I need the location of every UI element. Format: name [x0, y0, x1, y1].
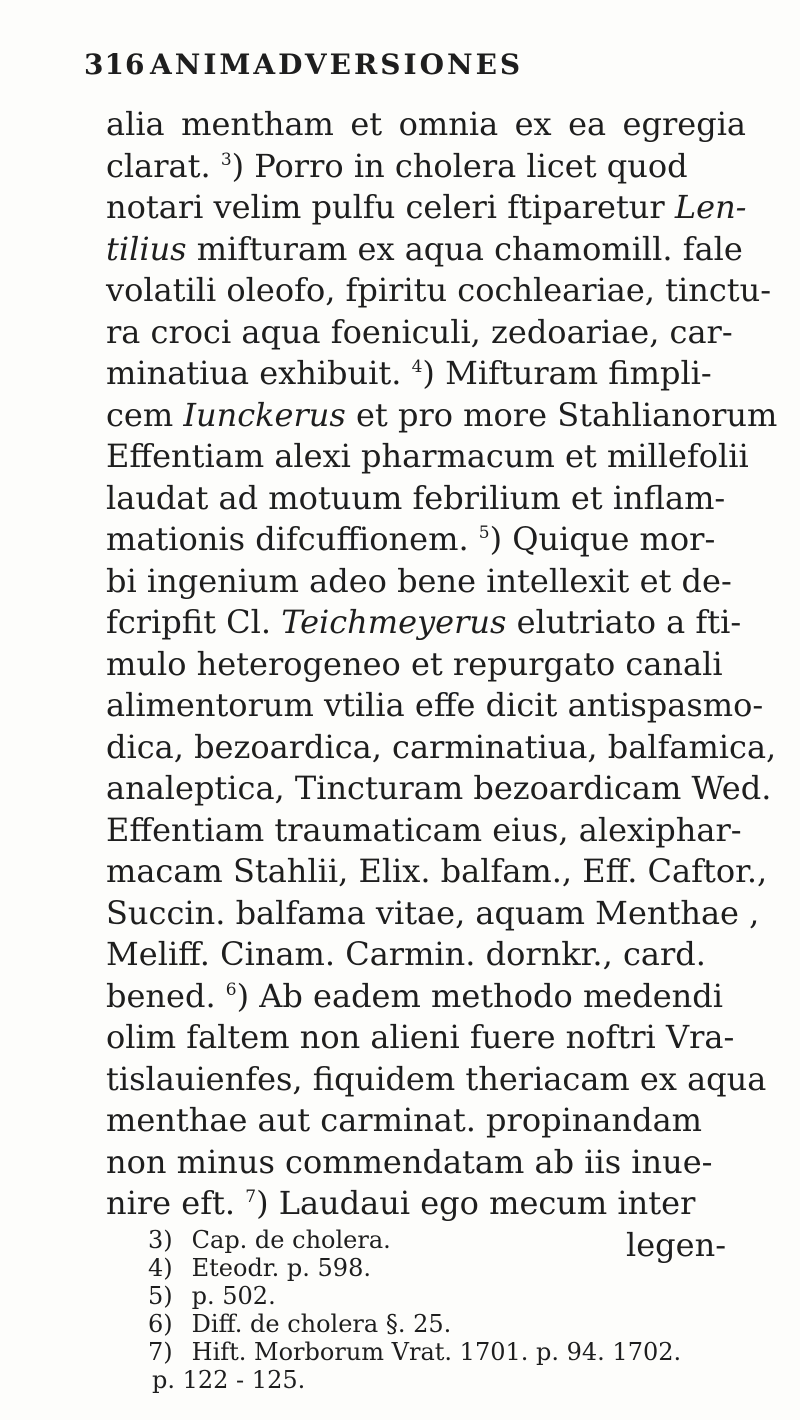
- text-line: alia mentham et omnia ex ea egregia: [106, 105, 746, 143]
- text-line: olim faltem non alieni fuere noftri Vra-: [106, 1018, 735, 1056]
- text-line: tilius mifturam ex aqua chamomill. fale: [106, 229, 743, 268]
- text-line: bi ingenium adeo bene intellexit et de-: [106, 561, 732, 600]
- footnote-ref: 7: [245, 1187, 257, 1207]
- text-line: Meliff. Cinam. Carmin. dornkr., card.: [106, 935, 706, 973]
- text-line: analeptica, Tincturam bezoardicam Wed.: [106, 769, 772, 807]
- text-line: mationis difcuffionem. $^5$) Quique mor-: [106, 520, 716, 558]
- text-line: bened. $^6$) Ab eadem methodo medendi: [106, 976, 723, 1015]
- text-line: minatiua exhibuit. $^4$) Mifturam fimpli-: [106, 354, 712, 392]
- footnote-continuation: p. 122 - 125.: [152, 1366, 306, 1394]
- footnote: 6) Diff. de cholera §. 25.: [148, 1310, 452, 1338]
- text-line: clarat. $^3$) Porro in cholera licet quod: [106, 146, 688, 185]
- text-line: Effentiam traumaticam eius, alexiphar-: [106, 810, 742, 849]
- footnote-ref: 3: [220, 149, 232, 170]
- footnotes: [148, 1226, 748, 1394]
- text-line: menthae aut carminat. propinandam: [106, 1101, 702, 1139]
- footnote-ref: 6: [225, 979, 237, 1000]
- footnote: 3) Cap. de cholera.: [148, 1226, 391, 1254]
- text-line: laudat ad motuum febrilium et inflam-: [106, 478, 726, 517]
- catchword: legen-: [625, 1225, 726, 1264]
- footnote: 4) Eteodr. p. 598.: [148, 1254, 371, 1282]
- page-header: [84, 48, 684, 81]
- text-line: non minus commendatam ab iis inue-: [106, 1142, 713, 1181]
- text-line: cem Iunckerus et pro more Stahlianorum: [106, 395, 778, 434]
- text-line: notari velim pulfu celeri ftiparetur Len-: [106, 188, 747, 226]
- text-line: mulo heterogeneo et repurgato canali: [106, 644, 723, 683]
- main-text: [106, 104, 778, 1266]
- footnote: 5) p. 502.: [148, 1282, 276, 1310]
- text-line: dica, bezoardica, carminatiua, balfamica,: [106, 727, 777, 766]
- text-line: fcripfit Cl. Teichmeyerus elutriato a fti-: [106, 603, 742, 641]
- text-line: tislauienfes, fiquidem theriacam ex aqua: [106, 1059, 767, 1098]
- text-line: nire eft. $^7$) Laudaui ego mecum inter: [106, 1184, 696, 1222]
- footnote: 7) Hift. Morborum Vrat. 1701. p. 94. 1702.: [148, 1338, 682, 1366]
- text-line: ra croci aqua foeniculi, zedoariae, car-: [106, 312, 733, 351]
- running-head: ANIMADVERSIONES: [150, 48, 524, 81]
- text-line: Effentiam alexi pharmacum et millefolii: [106, 437, 749, 475]
- text-line: macam Stahlii, Elix. balfam., Eff. Caftor.,: [106, 852, 768, 890]
- text-line: Succin. balfama vitae, aquam Menthae ,: [106, 893, 760, 932]
- page-number: 316: [84, 48, 146, 81]
- footnote-ref: 5: [478, 523, 490, 543]
- footnote-ref: 4: [411, 357, 423, 377]
- text-line: alimentorum vtilia effe dicit antispasmo-: [106, 686, 764, 724]
- text-line: volatili oleofo, fpiritu cochleariae, tinctu-: [106, 271, 772, 309]
